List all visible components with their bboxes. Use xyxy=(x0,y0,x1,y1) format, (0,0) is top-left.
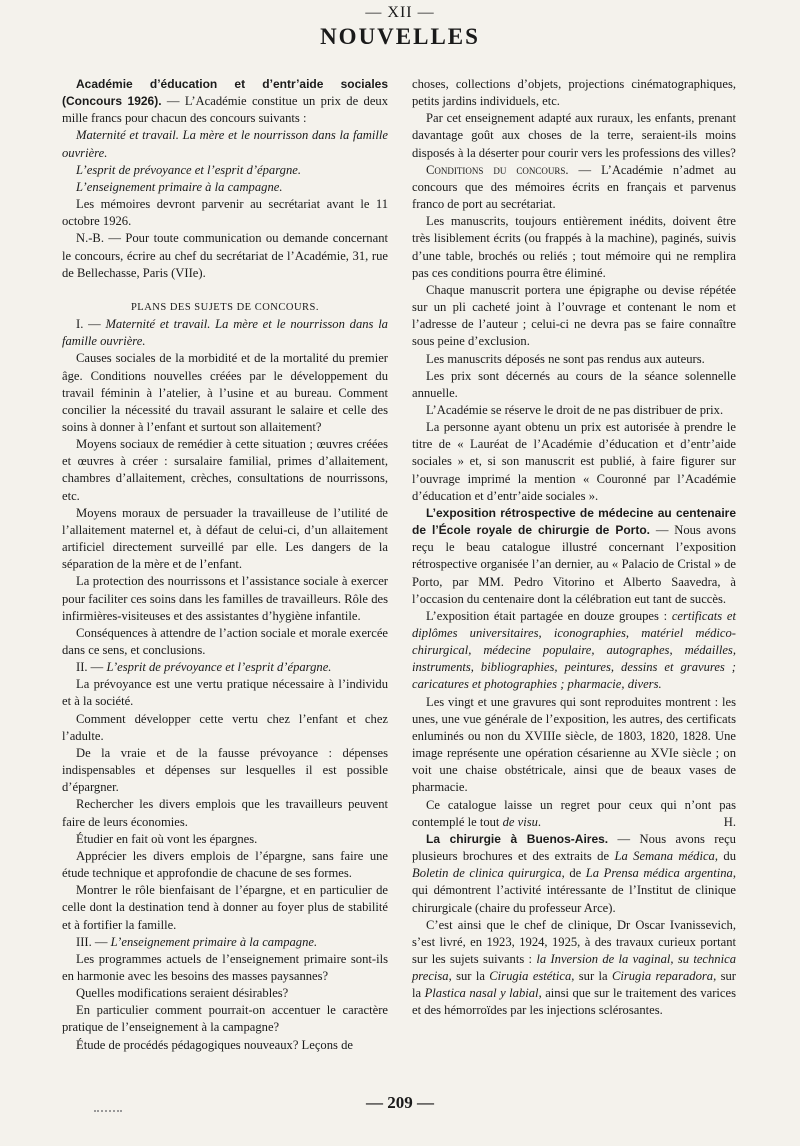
epigraph-paragraph: Chaque manuscrit portera une épigraphe ou devise répétée sur un pli cacheté joint à l’ouvrage et contenant le nom et l’adresse de l’auteur ; celui-ci ne devra pas se faire connaître sous peine d’exclusion. xyxy=(412,282,736,349)
section-2-p5: Étudier en fait où vont les épargnes. xyxy=(76,831,258,846)
author-initial: H. xyxy=(723,814,736,829)
academie-heading: Académie d’éducation et d’entr’aide sociales (Concours 1926). xyxy=(62,77,388,109)
topic-2: L’esprit de prévoyance et l’esprit d’épargne. xyxy=(76,162,301,177)
academie-paragraph xyxy=(62,76,388,127)
reserve-paragraph: L’Académie se réserve le droit de ne pas distribuer de prix. xyxy=(426,402,724,417)
page-title: NOUVELLES xyxy=(320,24,480,49)
section-2-heading: II. — L’esprit de prévoyance et l’esprit d’épargne. xyxy=(76,660,332,675)
topic-3: L’enseignement primaire à la campagne. xyxy=(76,179,283,194)
catalogue-paragraph: Ce catalogue laisse un regret pour ceux qui n’ont pas contemplé le tout de visu. H. xyxy=(412,797,736,831)
section-3-p3: En particulier comment pourrait-on accentuer le caractère pratique de l’enseignement à la campagne? xyxy=(62,1003,388,1035)
section-1-p5: Conséquences à attendre de l’action sociale et morale exercée dans ce sens, et conclusions. xyxy=(62,625,388,657)
roman-page-number: — XII — xyxy=(365,4,435,21)
section-2-p4: Rechercher les divers emplois que les travailleurs peuvent faire de leurs économies. xyxy=(62,797,388,829)
manuscripts-paragraph: Les manuscrits, toujours entièrement inédits, doivent être très lisiblement écrits (ou frappés à la machine), paginés, suivis d’une table, brochés ou reliés ; tout mémoire qui ne remplira pas ces conditions pourra être éliminé. xyxy=(412,214,736,280)
section-2-p7: Montrer le rôle bienfaisant de l’épargne, et en particulier de celle dont la destination tend à donner au foyer plus de stabilité et à fortifier la famille. xyxy=(62,883,388,932)
right-column xyxy=(412,76,736,1020)
prizes-paragraph: Les prix sont décernés au cours de la séance solennelle annuelle. xyxy=(412,368,736,400)
section-3-p4: Étude de procédés pédagogiques nouveaux? Leçons de xyxy=(76,1037,353,1052)
continued-paragraph: choses, collections d’objets, projections cinématographiques, petits jardins individuels, etc. xyxy=(412,77,736,109)
section-1-p1: Causes sociales de la morbidité et de la mortalité du premier âge. Conditions nouvelles créées par le développement du travail féminin à l’atelier, à l’usine et au bureau. Comment concilier la nécessité du travail assurant le salaire et celle des soins à donner à l’enfant et surtout son allaitement? xyxy=(62,351,388,434)
ivanissevich-paragraph: C’est ainsi que le chef de clinique, Dr Oscar Ivanissevich, s’est livré, en 1923, 1924, 1925, à des travaux curieux portant sur les sujets suivants : la Inversion de la vaginal, su technica precisa, sur la Cirugia estética, sur la Cirugia reparadora, sur la Plastica nasal y labial, ainsi que sur le traitement des varices et des hémorroïdes par les injections sclérosantes. xyxy=(412,917,736,1018)
chirurgie-paragraph: La chirurgie à Buenos-Aires. — Nous avons reçu plusieurs brochures et des extraits de La Semana médica, du Boletin de clinica quirurgica, de La Prensa médica argentina, qui démontrent l’activité intéressante de l’Institut de clinique chirurgicale (chaire du professeur Arce). xyxy=(412,831,737,915)
conditions-label: Conditions du concours. xyxy=(426,162,569,177)
section-1-p4: La protection des nourrissons et l’assistance sociale à exercer pour faciliter ces soins dans les familles de travailleurs. Rôle des infirmières-visiteuses et des assistantes d’hygiène infantile. xyxy=(62,574,388,623)
not-returned-paragraph: Les manuscrits déposés ne sont pas rendus aux auteurs. xyxy=(426,351,705,366)
section-2-p3: De la vraie et de la fausse prévoyance : dépenses indispensables et dépenses sur lesquelles il est possible d’épargner. xyxy=(62,745,388,795)
academie-text: — L’Académie constitue un prix de deux mille francs pour chacun des concours suivants : xyxy=(62,94,389,126)
chirurgie-heading: La chirurgie à Buenos-Aires. xyxy=(426,831,609,846)
topic-1: Maternité et travail. La mère et le nourrisson dans la famille ouvrière. xyxy=(62,128,388,160)
groups-list: certificats et diplômes universitaires, iconographies, matériel médico-chirurgical, médecine populaire, autographes, médailles, instruments, bibliographies, peintures, dessins et gravures ; caricatures et photographies ; pharmacie, divers. xyxy=(412,608,736,692)
nb-text: N.-B. — Pour toute communication ou demande concernant le concours, écrire au chef du secrétariat de l’Académie, 31, rue de Bellechasse, Paris (VIIe). xyxy=(62,231,388,280)
laureate-paragraph: La personne ayant obtenu un prix est autorisée à prendre le titre de « Lauréat de l’Académie d’éducation et d’entr’aide sociales » et, si son manuscrit est publié, à faire figurer sur l’ouvrage imprimé la mention « Couronné par l’Académie d’éducation et d’entr’aide sociales ». xyxy=(412,420,736,503)
exposition-paragraph: L’exposition rétrospective de médecine au centenaire de l’École royale de chirurgie de Porto. — Nous avons reçu le beau catalogue illustré concernant l’exposition rétrospective organisée l’an dernier, au « Palacio de Cristal » de Porto, par MM. Pedro Vitorino et Alberto Saavedra, à l’occasion du centenaire dont la célébration eut tant de succès. xyxy=(412,505,736,606)
engravings-paragraph: Les vingt et une gravures qui sont reproduites montrent : les unes, une vue générale de l’exposition, les autres, des certificats enluminés ou non du XVIIIe siècle, de 1803, 1820, 1828. Une image représente une opération césarienne au XVIe siècle ; on voit une chaise obstétricale, ainsi que de beaux vases de pharmacie. xyxy=(412,694,736,795)
section-1-heading: I. — Maternité et travail. La mère et le nourrisson dans la famille ouvrière. xyxy=(62,317,388,349)
deadline-text: Les mémoires devront parvenir au secrétariat avant le 11 octobre 1926. xyxy=(62,197,388,229)
section-1-p2: Moyens sociaux de remédier à cette situation ; œuvres créées et œuvres à créer : sursalaire familial, primes d’allaitement, chambres d’allaitement, crèches, consultations de nourrissons, etc. xyxy=(62,437,388,503)
section-3-p1: Les programmes actuels de l’enseignement primaire sont-ils en harmonie avec les besoins des masses paysannes? xyxy=(62,951,388,983)
section-1-p3: Moyens moraux de persuader la travailleuse de l’utilité de l’allaitement maternel et, à défaut de celui-ci, d’un allaitement artificiel directement surveillé par elle. Les dangers de la séparation de la mère et de l’enfant. xyxy=(62,505,388,572)
page-number: — 209 — xyxy=(366,1093,434,1112)
section-3-heading: III. — L’enseignement primaire à la campagne. xyxy=(76,934,318,949)
plans-title: PLANS DES SUJETS DE CONCOURS. xyxy=(130,301,320,313)
left-column xyxy=(62,76,388,1054)
section-3-p2: Quelles modifications seraient désirables? xyxy=(76,986,289,1001)
groups-paragraph: L’exposition était partagée en douze groupes : certificats et diplômes universitaires, iconographies, matériel médico-chirurgical, médecine populaire, autographes, médailles, instruments, bibliographies, peintures, dessins et gravures ; caricatures et photographies ; pharmacie, divers. xyxy=(412,608,736,692)
conditions-paragraph: Conditions du concours. — L’Académie n’admet au concours que des mémoires écrits en français et parvenus franco de port au secrétariat. xyxy=(412,162,736,212)
section-2-p6: Apprécier les divers emplois de l’épargne, sans faire une étude technique et approfondie de chacune de ses formes. xyxy=(62,848,388,881)
section-2-p2: Comment développer cette vertu chez l’enfant et chez l’adulte. xyxy=(62,711,388,743)
section-2-p1: La prévoyance est une vertu pratique nécessaire à l’individu et à la société. xyxy=(62,677,388,709)
rural-question: Par cet enseignement adapté aux ruraux, les enfants, prenant davantage goût aux choses de la terre, seraient-ils moins disposés à la déserter pour courir vers les professions des villes? xyxy=(412,111,736,160)
exposition-heading: L’exposition rétrospective de médecine au centenaire de l’École royale de chirurgie de Porto. xyxy=(412,505,736,538)
